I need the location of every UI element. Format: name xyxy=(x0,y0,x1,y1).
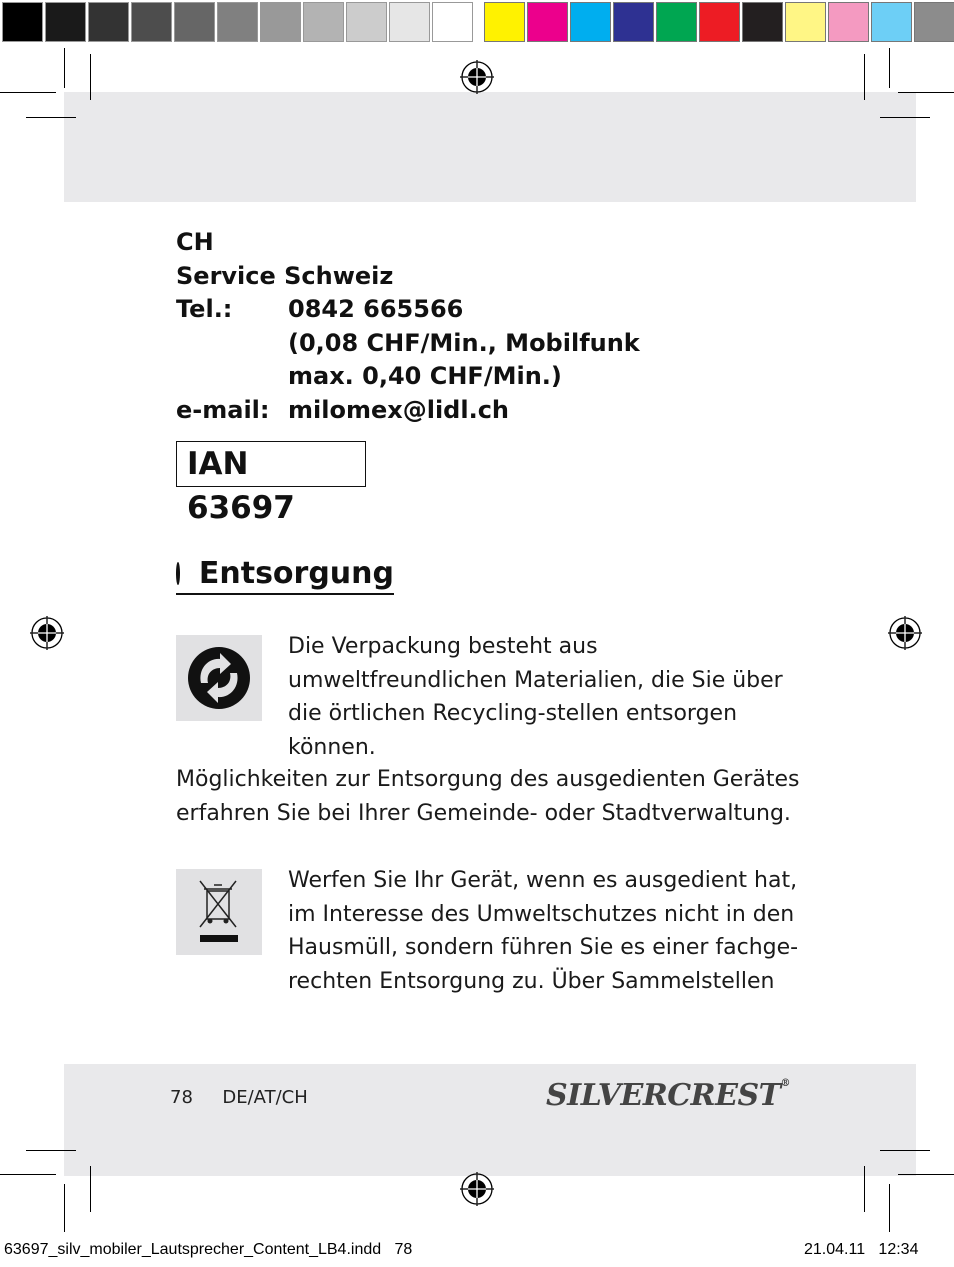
tel-note: max. 0,40 CHF/Min.) xyxy=(288,362,562,390)
crop-mark xyxy=(864,54,865,100)
color-swatch xyxy=(260,2,301,42)
crop-mark xyxy=(90,54,91,100)
crop-mark xyxy=(889,48,890,88)
email-value: milomex@lidl.ch xyxy=(288,395,510,424)
color-swatch xyxy=(432,2,473,42)
email-label: e-mail: xyxy=(176,395,270,424)
packaging-paragraph: Die Verpackung besteht aus umweltfreundlichen Materialien, die Sie über die örtlichen Recycling-stellen entsorgen können. xyxy=(288,634,783,760)
crop-mark xyxy=(0,1174,56,1175)
color-swatch xyxy=(527,2,568,42)
brand-name: SILVERCREST xyxy=(546,1078,781,1113)
page-number: 78 xyxy=(170,1087,193,1108)
silvercrest-logo xyxy=(546,1078,790,1113)
crop-mark xyxy=(90,1166,91,1212)
crop-mark xyxy=(898,1174,954,1175)
registration-mark-icon xyxy=(460,60,494,94)
color-swatch xyxy=(217,2,258,42)
crop-mark xyxy=(898,92,954,93)
tel-note: (0,08 CHF/Min., Mobilfunk xyxy=(288,328,640,357)
top-band xyxy=(64,92,916,202)
color-swatch xyxy=(346,2,387,42)
color-swatch xyxy=(785,2,826,42)
color-swatch xyxy=(45,2,86,42)
disposal-info-paragraph: Möglichkeiten zur Entsorgung des ausgedienten Gerätes erfahren Sie bei Ihrer Gemeinde- oder Stadtverwaltung. xyxy=(176,767,800,826)
color-swatch xyxy=(484,2,525,42)
color-swatch xyxy=(914,2,954,42)
color-swatch xyxy=(174,2,215,42)
crop-mark xyxy=(64,48,65,88)
print-file-slug: 63697_silv_mobiler_Lautsprecher_Content_LB4.indd 78 xyxy=(4,1241,413,1258)
language-codes: DE/AT/CH xyxy=(222,1087,308,1108)
print-timestamp: 21.04.11 12:34 xyxy=(804,1241,919,1258)
service-contact-block xyxy=(176,226,796,427)
crop-mark xyxy=(26,117,76,118)
crop-mark xyxy=(889,1184,890,1232)
tel-value: 0842 665566 xyxy=(288,295,464,323)
color-swatch xyxy=(828,2,869,42)
page-number-line xyxy=(170,1087,308,1108)
color-swatch xyxy=(2,2,43,42)
country-code: CH xyxy=(176,228,214,256)
color-swatch xyxy=(389,2,430,42)
registered-mark: ® xyxy=(780,1078,790,1089)
crop-mark xyxy=(880,117,930,118)
color-swatch xyxy=(699,2,740,42)
crop-mark xyxy=(64,1184,65,1232)
grayscale-color-bar xyxy=(2,2,475,44)
color-swatch xyxy=(656,2,697,42)
crop-mark xyxy=(864,1166,865,1212)
section-title: Entsorgung xyxy=(198,556,394,591)
bullet-icon xyxy=(176,562,180,585)
service-title: Service Schweiz xyxy=(176,261,394,290)
color-swatch xyxy=(570,2,611,42)
crop-mark xyxy=(880,1150,930,1151)
process-color-bar xyxy=(484,2,954,44)
color-swatch xyxy=(303,2,344,42)
color-swatch xyxy=(613,2,654,42)
tel-label: Tel.: xyxy=(176,295,233,323)
crop-mark xyxy=(26,1150,76,1151)
color-swatch xyxy=(871,2,912,42)
green-dot-recycling-icon xyxy=(176,635,262,721)
registration-mark-icon xyxy=(888,616,922,650)
color-swatch xyxy=(88,2,129,42)
color-swatch xyxy=(742,2,783,42)
color-swatch xyxy=(131,2,172,42)
section-heading xyxy=(176,556,394,595)
weee-disposal-paragraph: Werfen Sie Ihr Gerät, wenn es ausgedient hat, im Interesse des Umweltschutzes nicht in den Hausmüll, sondern führen Sie es einer fachge-rechten Entsorgung zu. Über Sammelstellen xyxy=(288,868,799,994)
crop-mark xyxy=(0,92,56,93)
ian-number-box: IAN 63697 xyxy=(176,441,366,487)
registration-mark-icon xyxy=(460,1172,494,1206)
crossed-bin-weee-icon xyxy=(176,869,262,955)
registration-mark-icon xyxy=(30,616,64,650)
